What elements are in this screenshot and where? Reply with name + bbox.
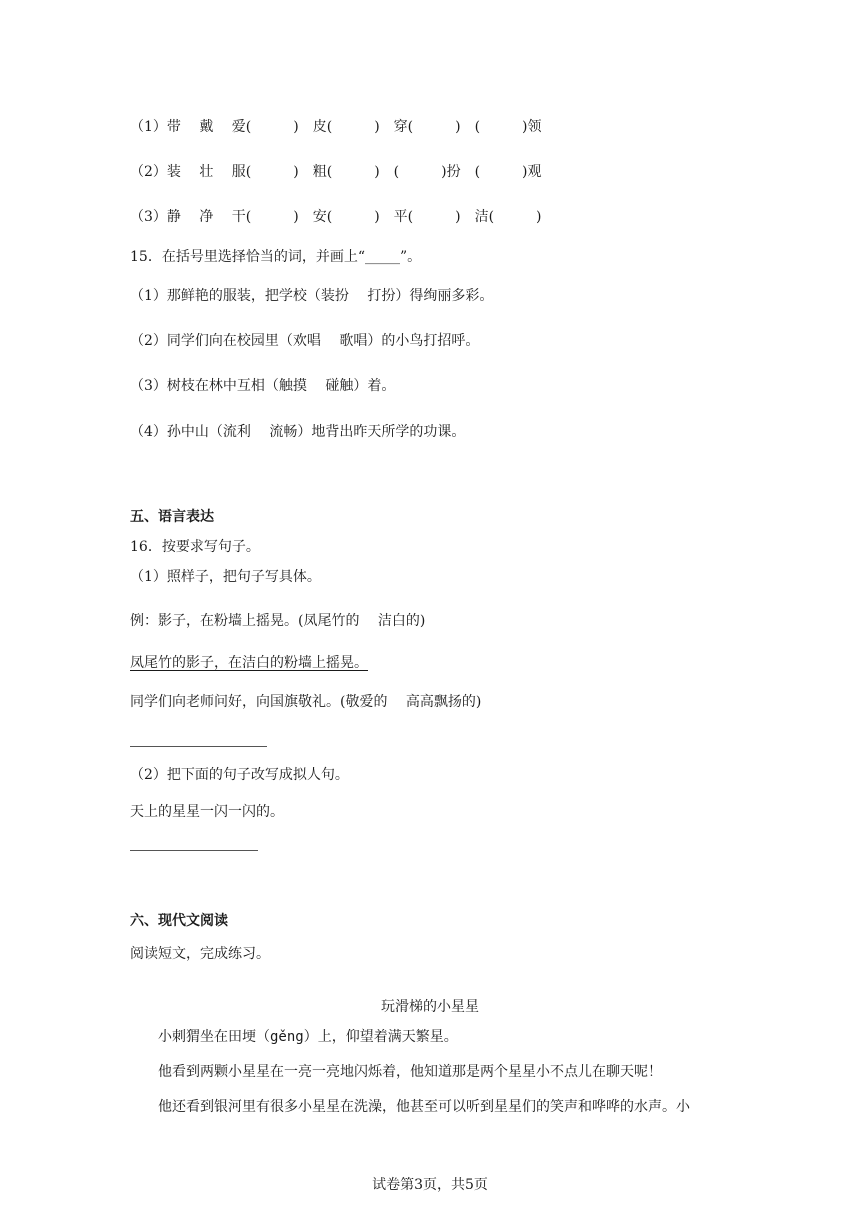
q16-part1: （1）照样子，把句子写具体。 <box>130 569 321 585</box>
q14-item-2: （2）装 壮 服( ) 粗( ) ( )扮 ( )观 <box>130 164 542 180</box>
page-footer: 试卷第3页，共5页 <box>372 1177 488 1193</box>
story-paragraph-1: 小刺猬坐在田埂（gěng）上，仰望着满天繁星。 <box>158 1029 458 1045</box>
section6-heading: 六、现代文阅读 <box>130 913 228 929</box>
q14-item-1: （1）带 戴 爱( ) 皮( ) 穿( ) ( )领 <box>130 119 542 135</box>
q16-prompt: 16．按要求写句子。 <box>130 539 260 555</box>
q16-example-answer: 凤尾竹的影子，在洁白的粉墙上摇晃。 <box>130 655 368 671</box>
q14-item-3: （3）静 净 干( ) 安( ) 平( ) 洁( ) <box>130 209 542 225</box>
q16-task2: 天上的星星一闪一闪的。 <box>130 804 284 820</box>
q15-prompt: 15．在括号里选择恰当的词，并画上“_____”。 <box>130 249 422 265</box>
story-title: 玩滑梯的小星星 <box>381 999 479 1015</box>
answer-line-1[interactable] <box>130 746 267 747</box>
q15-item-2: （2）同学们向在校园里（欢唱 歌唱）的小鸟打招呼。 <box>130 333 480 349</box>
q16-example: 例：影子，在粉墙上摇晃。(凤尾竹的 洁白的) <box>130 613 426 629</box>
story-paragraph-2: 他看到两颗小星星在一亮一亮地闪烁着，他知道那是两个星星小不点儿在聊天呢！ <box>158 1064 662 1080</box>
reading-instruction: 阅读短文，完成练习。 <box>130 946 270 962</box>
q16-part2: （2）把下面的句子改写成拟人句。 <box>130 767 349 783</box>
q16-task1: 同学们向老师问好，向国旗敬礼。(敬爱的 高高飘扬的) <box>130 694 482 710</box>
section5-heading: 五、语言表达 <box>130 509 214 525</box>
q15-item-4: （4）孙中山（流利 流畅）地背出昨天所学的功课。 <box>130 424 466 440</box>
story-paragraph-3: 他还看到银河里有很多小星星在洗澡，他甚至可以听到星星们的笑声和哗哗的水声。小 <box>158 1099 690 1115</box>
q15-item-1: （1）那鲜艳的服装，把学校（装扮 打扮）得绚丽多彩。 <box>130 288 494 304</box>
answer-line-2[interactable] <box>130 850 258 851</box>
q15-item-3: （3）树枝在林中互相（触摸 碰触）着。 <box>130 378 396 394</box>
